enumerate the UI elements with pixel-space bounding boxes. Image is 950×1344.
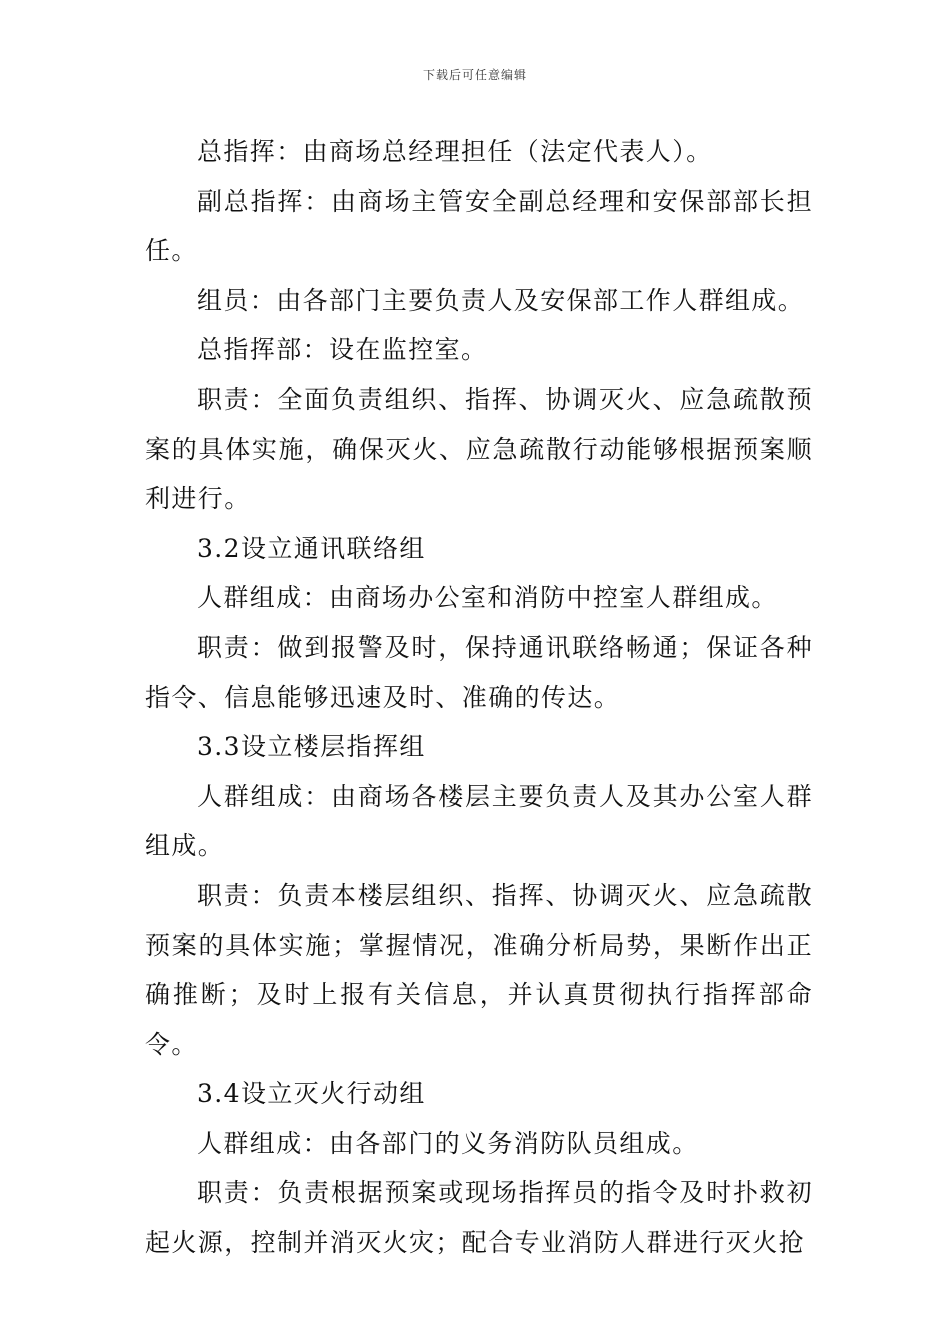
paragraph-commander: 总指挥：由商场总经理担任（法定代表人）。 [197,137,713,166]
paragraph-headquarters: 总指挥部：设在监控室。 [197,335,488,365]
section-heading-3-4: 3.4设立灭火行动组 [197,1079,426,1109]
paragraph-firefighting-composition: 人群组成：由各部门的义务消防队员组成。 [197,1128,699,1158]
header-note: 下载后可任意编辑 [422,68,527,82]
paragraph-floor-duties: 职责：负责本楼层组织、指挥、协调灭火、应急疏散预案的具体实施；掌握情况，准确分析局势，果断作出正确推断；及时上报有关信息，并认真贯彻执行指挥部命令。 [145,880,813,1059]
document-body [145,127,813,1268]
paragraph-members: 组员：由各部门主要负责人及安保部工作人群组成。 [197,285,805,315]
paragraph-comms-duties: 职责：做到报警及时，保持通讯联络畅通；保证各种指令、信息能够迅速及时、准确的传达。 [145,632,813,712]
paragraph-floor-composition: 人群组成：由商场各楼层主要负责人及其办公室人群组成。 [145,781,813,861]
paragraph-hq-duties: 职责：全面负责组织、指挥、协调灭火、应急疏散预案的具体实施，确保灭火、应急疏散行动能够根据预案顺利进行。 [145,384,813,514]
section-heading-3-3: 3.3设立楼层指挥组 [197,732,426,762]
section-heading-3-2: 3.2设立通讯联络组 [197,533,426,563]
paragraph-comms-composition: 人群组成：由商场办公室和消防中控室人群组成。 [197,583,778,613]
paragraph-firefighting-duties: 职责：负责根据预案或现场指挥员的指令及时扑救初起火源，控制并消灭火灾；配合专业消防人群进行灭火抢 [145,1178,813,1258]
paragraph-deputy-commander: 副总指挥：由商场主管安全副总经理和安保部部长担任。 [145,186,813,266]
